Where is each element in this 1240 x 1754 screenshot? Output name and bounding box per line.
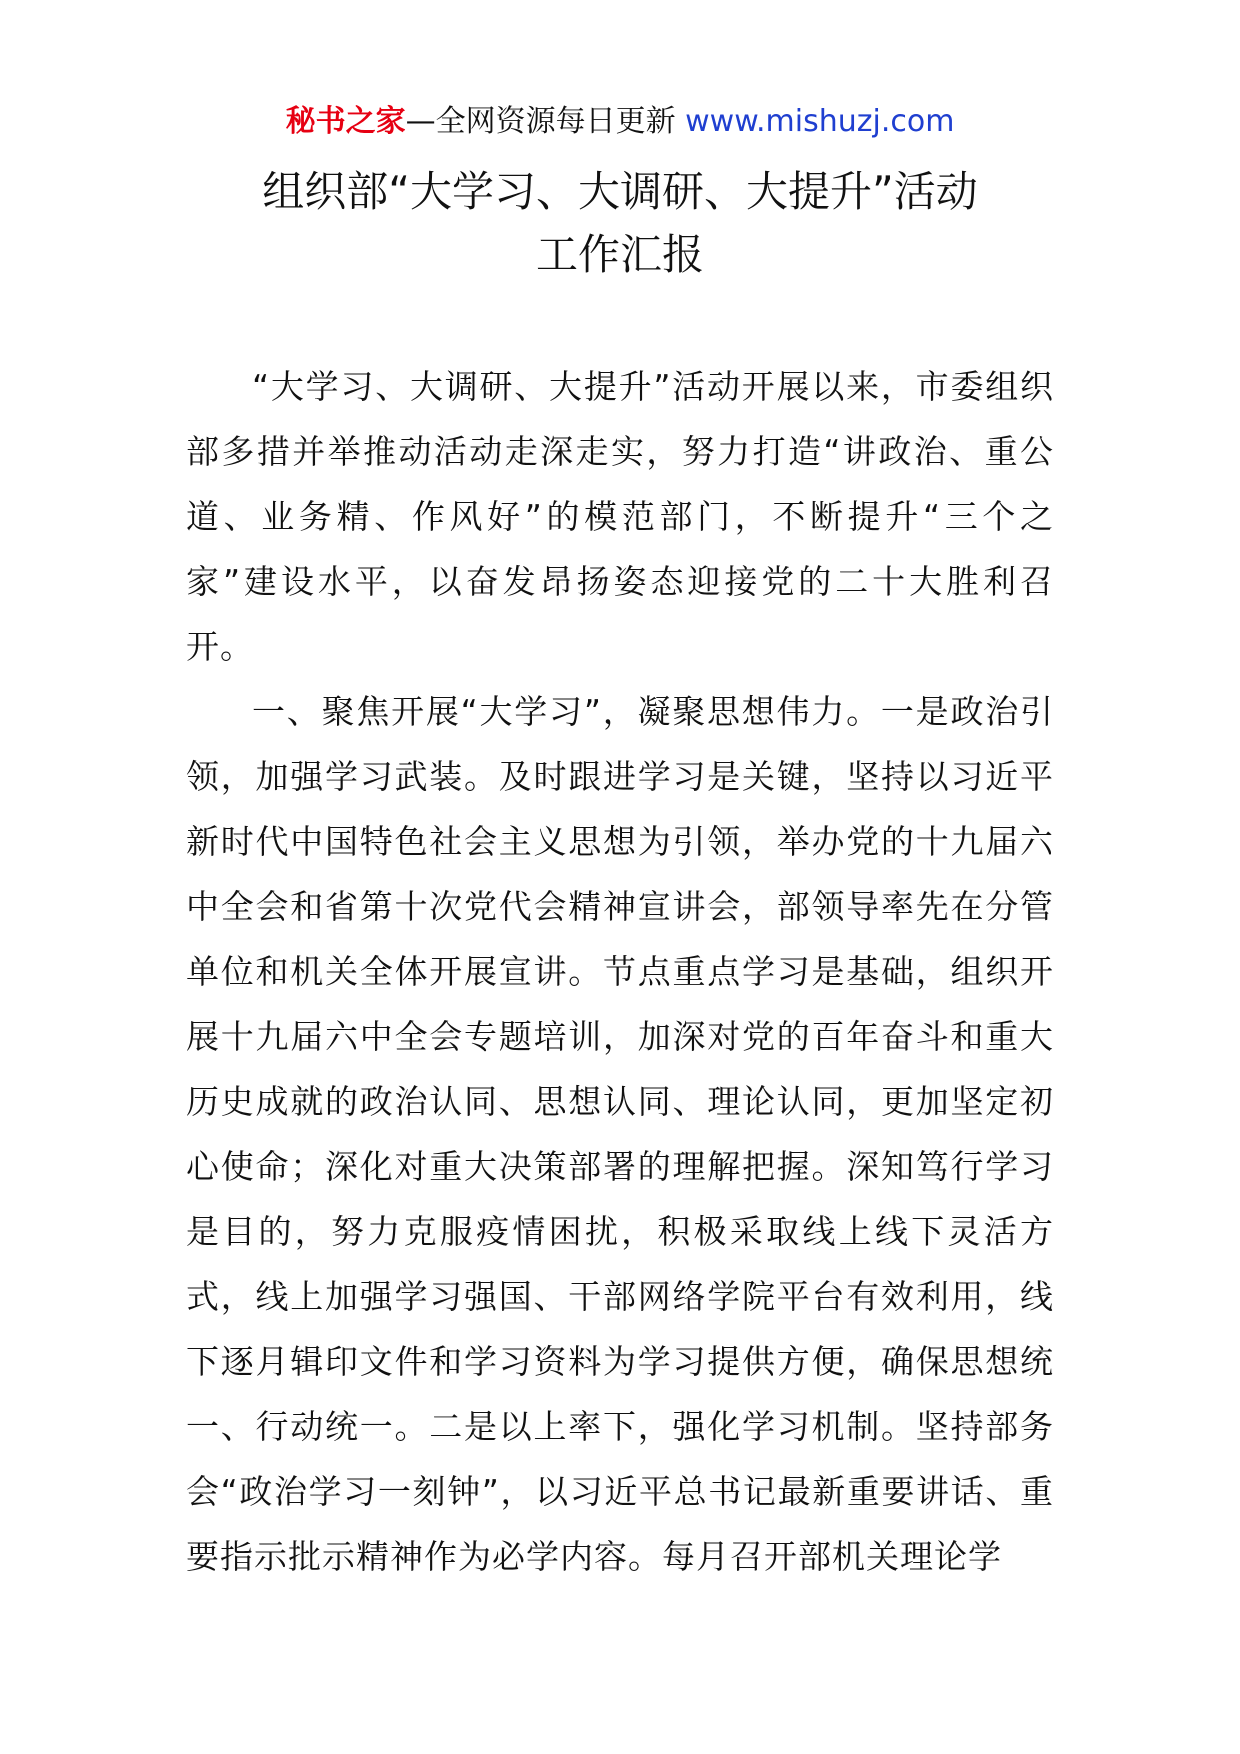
document-title-line-1: 组织部“大学习、大调研、大提升”活动 xyxy=(262,167,978,216)
banner-brand: 秘书之家 xyxy=(285,104,406,139)
document-body xyxy=(186,354,1054,1589)
section-one-paragraph: 一、聚焦开展“大学习”，凝聚思想伟力。一是政治引领，加强学习武装。及时跟进学习是关键，坚持以习近平新时代中国特色社会主义思想为引领，举办党的十九届六中全会和省第十次党代会精神宣讲会，部领导率先在分管单位和机关全体开展宣讲。节点重点学习是基础，组织开展十九届六中全会专题培训，加深对党的百年奋斗和重大历史成就的政治认同、思想认同、理论认同，更加坚定初心使命；深化对重大决策部署的理解把握。深知笃行学习是目的，努力克服疫情困扰，积极采取线上线下灵活方式，线上加强学习强国、干部网络学院平台有效利用，线下逐月辑印文件和学习资料为学习提供方便，确保思想统一、行动统一。二是以上率下，强化学习机制。坚持部务会“政治学习一刻钟”，以习近平总书记最新重要讲话、重要指示批示精神作为必学内容。每月召开部机关理论学 xyxy=(186,692,1054,1576)
intro-paragraph: “大学习、大调研、大提升”活动开展以来，市委组织部多措并举推动活动走深走实，努力打造“讲政治、重公道、业务精、作风好”的模范部门，不断提升“三个之家”建设水平，以奋发昂扬姿态迎接党的二十大胜利召开。 xyxy=(186,367,1054,666)
banner-url-link[interactable]: www.mishuzj.com xyxy=(685,104,955,139)
site-banner xyxy=(0,100,1240,144)
banner-slogan: —全网资源每日更新 xyxy=(405,104,686,139)
document-title-line-2: 工作汇报 xyxy=(535,230,704,279)
document-title xyxy=(150,160,1090,286)
